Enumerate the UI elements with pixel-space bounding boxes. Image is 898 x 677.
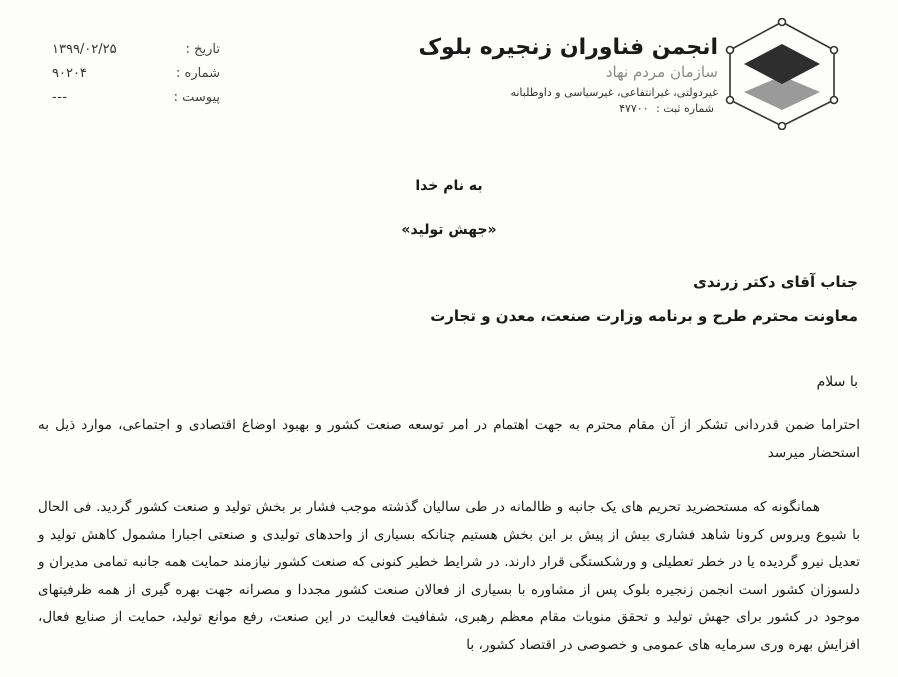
number-row [50,66,220,90]
organization-header [418,34,718,116]
slogan: «جهش تولید» [401,222,497,238]
organization-subtitle: سازمان مردم نهاد [605,63,718,81]
paragraph-body: همانگونه که مستحضرید تحریم های یک جانبه و ظالمانه در طی سالیان گذشته موجب فشار بر بخش تولید و صنعت کشور گردید. فی الحال با شیوع ویروس کرونا شاهد فشاری بیش از پیش بر این بخش هستیم چنانکه بسیاری از واحدهای تولیدی و صنعتی اجبارا مشمول کاهش تولید و تعدیل نیرو گردیده یا در خطر تعطیلی و ورشکستگی قرار دارند. در شرایط خطیر کنونی که صنعت کشور نیازمند حمایت همه جانبه تمامی مدیران و دلسوزان کشور است انجمن زنجیره بلوک پس از مشاوره با بسیاری از فعالان صنعت کشور مجددا و مصرانه جهت بهره گیری از همه ظرفیتهای موجود در کشور برای جهش تولید و تحقق منویات مقام معظم رهبری، شفافیت فعالیت در این صنعت، رفع موانع تولید، حمایت از صنایع فعال، افزایش بهره وری سرمایه های عمومی و خصوصی در اقتصاد کشور، با [38,499,860,653]
organization-description: غیردولتی، غیرانتفاعی، غیرسیاسی و داوطلبانه [510,86,718,99]
recipient-title: معاونت محترم طرح و برنامه وزارت صنعت، معدن و تجارت [430,307,858,325]
registration-number: ۴۷۷۰۰ [619,102,649,115]
organization-name: انجمن فناوران زنجیره بلوک [418,35,718,60]
date-label: تاریخ : [185,42,220,57]
basmala: به نام خدا [415,178,483,194]
registration-label: شماره ثبت : [656,102,714,115]
organization-logo-icon [722,18,842,130]
number-label: شماره : [176,66,220,81]
paragraph-intro: احتراما ضمن قدردانی تشکر از آن مقام محترم به جهت اهتمام در امر توسعه صنعت کشور و بهبود اوضاع اقتصادی و اجتماعی، موارد ذیل به استحضار میرسد [38,417,860,461]
registration-line [418,101,718,116]
date-value: ۱۳۹۹/۰۲/۲۵ [52,42,117,57]
attachment-value: --- [52,90,68,105]
letter-meta [50,42,220,114]
attachment-row [50,90,220,114]
date-row [50,42,220,66]
recipient-name: جناب آقای دکتر زرندی [693,273,858,291]
greeting: با سلام [816,374,858,390]
attachment-label: پیوست : [173,90,220,105]
number-value: ۹۰۲۰۴ [52,66,87,81]
